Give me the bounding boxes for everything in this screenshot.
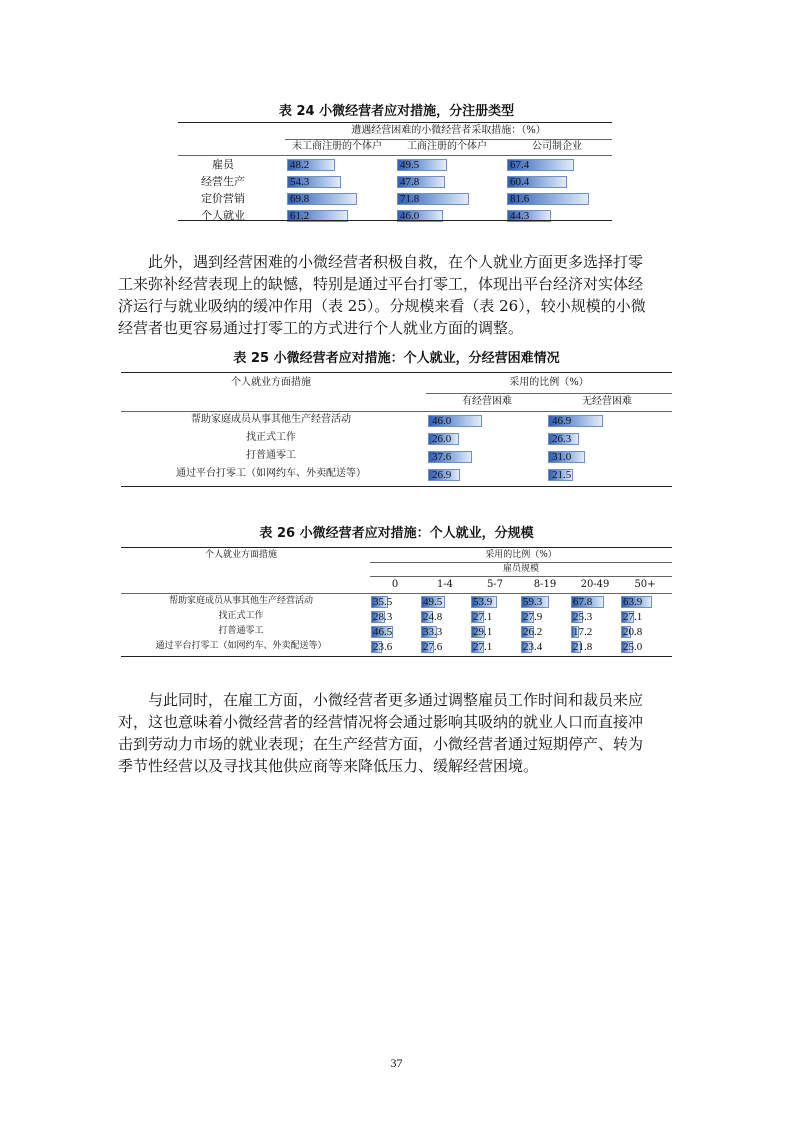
row-label: 帮助家庭成员从事其他生产经营活动 [191, 414, 351, 425]
bar-cell [397, 175, 497, 189]
cell-value: 60.4 [510, 176, 530, 188]
row-label: 通过平台打零工（如网约车、外卖配送等） [176, 468, 366, 479]
row-label: 打普通零工 [218, 626, 264, 636]
paragraph-line: 工来弥补经营表现上的缺憾，特别是通过平台打零工，体现出平台经济对实体经 [118, 275, 644, 293]
cell-value: 46.5 [373, 626, 393, 638]
bar-cell [471, 595, 519, 609]
column-header: 5-7 [486, 579, 504, 590]
row-label: 定价营销 [201, 192, 245, 205]
cell-value: 67.4 [510, 159, 530, 171]
table-rule [178, 155, 612, 156]
table-24-caption: 表 24 小微经营者应对措施，分注册类型 [278, 104, 515, 119]
bar-cell [521, 610, 569, 624]
cell-value: 44.3 [510, 210, 530, 222]
column-header: 50+ [634, 579, 656, 590]
cell-value: 21.8 [573, 641, 593, 653]
cell-value: 46.0 [432, 415, 452, 427]
paragraph-line: 济运行与就业吸纳的缓冲作用（表 25）。分规模来看（表 26），较小规模的小微 [118, 297, 646, 315]
cell-value: 27.6 [423, 641, 443, 653]
table-rule [121, 547, 672, 548]
cell-value: 59.3 [523, 596, 543, 608]
cell-value: 26.9 [432, 469, 452, 481]
cell-value: 46.9 [552, 415, 572, 427]
bar-cell [471, 625, 519, 639]
group-header: 遭遇经营困难的小微经营者采取措施：（%） [351, 125, 546, 136]
bar-cell [421, 640, 469, 654]
column-header: 有经营困难 [462, 396, 512, 407]
bar-cell [548, 432, 666, 446]
cell-value: 63.9 [623, 596, 643, 608]
bar-cell [507, 158, 607, 172]
paragraph-line: 季节性经营以及寻找其他供应商等来降低压力、缓解经营困境。 [118, 757, 539, 775]
cell-value: 31.0 [552, 451, 572, 463]
row-label: 打普通零工 [246, 450, 296, 461]
bar-cell [621, 595, 669, 609]
bar-cell [571, 595, 619, 609]
cell-value: 48.2 [290, 159, 310, 171]
column-header: 0 [391, 579, 399, 590]
cell-value: 27.1 [473, 641, 493, 653]
bar-cell [287, 192, 387, 206]
cell-value: 17.2 [573, 626, 593, 638]
bar-cell [621, 625, 669, 639]
table-rule [178, 122, 612, 123]
bar-cell [371, 595, 419, 609]
cell-value: 27.1 [473, 611, 493, 623]
paragraph-line: 此外，遇到经营困难的小微经营者积极自救，在个人就业方面更多选择打零 [148, 253, 644, 271]
paragraph-line: 经营者也更容易通过打零工的方式进行个人就业方面的调整。 [118, 319, 524, 337]
cell-value: 20.8 [623, 626, 643, 638]
column-header: 工商注册的个体户 [407, 141, 487, 152]
bar-cell [428, 468, 546, 482]
bar-cell [371, 640, 419, 654]
bar-cell [548, 450, 666, 464]
bar-cell [521, 640, 569, 654]
cell-value: 71.8 [400, 193, 420, 205]
bar-cell [548, 468, 666, 482]
table-rule [121, 372, 672, 373]
column-header: 公司制企业 [532, 141, 582, 152]
table-rule [426, 393, 672, 394]
cell-value: 21.5 [552, 469, 572, 481]
row-label: 个人就业 [201, 209, 245, 222]
bar-cell [428, 414, 546, 428]
bar-cell [421, 625, 469, 639]
sub-header: 雇员规模 [502, 564, 539, 574]
cell-value: 69.8 [290, 193, 310, 205]
row-header: 个人就业方面措施 [204, 550, 277, 560]
cell-value: 26.2 [523, 626, 543, 638]
cell-value: 81.6 [510, 193, 530, 205]
bar-cell [507, 192, 607, 206]
bar-cell [371, 610, 419, 624]
bar-cell [428, 450, 546, 464]
paragraph-line: 击到劳动力市场的就业表现；在生产经营方面，小微经营者通过短期停产、转为 [118, 735, 644, 753]
cell-value: 46.0 [400, 210, 420, 222]
table-rule [121, 486, 672, 487]
page-number: 37 [390, 1056, 403, 1070]
cell-value: 33.3 [423, 626, 443, 638]
cell-value: 25.0 [623, 641, 643, 653]
cell-value: 25.3 [573, 611, 593, 623]
cell-value: 54.3 [290, 176, 310, 188]
bar-cell [428, 432, 546, 446]
row-label: 找正式工作 [246, 432, 296, 443]
row-label: 雇员 [212, 158, 234, 171]
cell-value: 23.4 [523, 641, 543, 653]
bar-cell [421, 610, 469, 624]
row-label: 找正式工作 [218, 611, 264, 621]
column-header: 1-4 [436, 579, 454, 590]
row-label: 经营生产 [201, 175, 245, 188]
cell-value: 27.9 [523, 611, 543, 623]
paragraph-2 [118, 689, 678, 777]
cell-value: 49.5 [400, 159, 420, 171]
bar-cell [521, 595, 569, 609]
paragraph-line: 与此同时，在雇工方面，小微经营者更多通过调整雇员工作时间和裁员来应 [148, 691, 644, 709]
table-rule [285, 139, 612, 140]
column-header: 未工商注册的个体户 [292, 141, 382, 152]
paragraph-line: 对，这也意味着小微经营者的经营情况将会通过影响其吸纳的就业人口而直接冲 [118, 713, 644, 731]
bar-cell [621, 640, 669, 654]
column-header: 8-19 [533, 579, 557, 590]
cell-value: 61.2 [290, 210, 310, 222]
bar-cell [287, 175, 387, 189]
cell-value: 28.3 [373, 611, 393, 623]
group-header: 采用的比例（%） [485, 550, 557, 560]
bar-cell [471, 640, 519, 654]
bar-cell [421, 595, 469, 609]
table-rule [121, 411, 672, 412]
cell-value: 26.0 [432, 433, 452, 445]
cell-value: 26.3 [552, 433, 572, 445]
bar-cell [621, 610, 669, 624]
table-rule [178, 220, 612, 221]
table-rule [370, 562, 672, 563]
bar-cell [548, 414, 666, 428]
bar-cell [521, 625, 569, 639]
cell-value: 37.6 [432, 451, 452, 463]
bar-cell [571, 640, 619, 654]
group-header: 采用的比例（%） [509, 377, 589, 388]
bar-cell [507, 175, 607, 189]
table-rule [370, 576, 672, 577]
bar-cell [397, 158, 497, 172]
column-header: 20-49 [580, 579, 610, 590]
table-26-caption: 表 26 小微经营者应对措施：个人就业，分规模 [259, 526, 534, 541]
bar-cell [571, 610, 619, 624]
cell-value: 29.1 [473, 626, 493, 638]
table-rule [121, 593, 672, 594]
bar-cell [397, 192, 497, 206]
cell-value: 49.5 [423, 596, 443, 608]
bar-cell [571, 625, 619, 639]
cell-value: 47.8 [400, 176, 420, 188]
row-header: 个人就业方面措施 [231, 377, 311, 388]
bar-cell [287, 158, 387, 172]
row-label: 通过平台打零工（如网约车、外卖配送等） [155, 641, 327, 651]
row-label: 帮助家庭成员从事其他生产经营活动 [168, 596, 313, 606]
cell-value: 53.9 [473, 596, 493, 608]
cell-value: 27.1 [623, 611, 643, 623]
paragraph-1 [118, 251, 678, 339]
cell-value: 23.6 [373, 641, 393, 653]
cell-value: 67.8 [573, 596, 593, 608]
cell-value: 24.8 [423, 611, 443, 623]
cell-value: 35.5 [373, 596, 393, 608]
bar-cell [371, 625, 419, 639]
column-header: 无经营困难 [582, 396, 632, 407]
bar-cell [471, 610, 519, 624]
table-25-caption: 表 25 小微经营者应对措施：个人就业，分经营困难情况 [233, 351, 560, 366]
table-rule [121, 656, 672, 657]
